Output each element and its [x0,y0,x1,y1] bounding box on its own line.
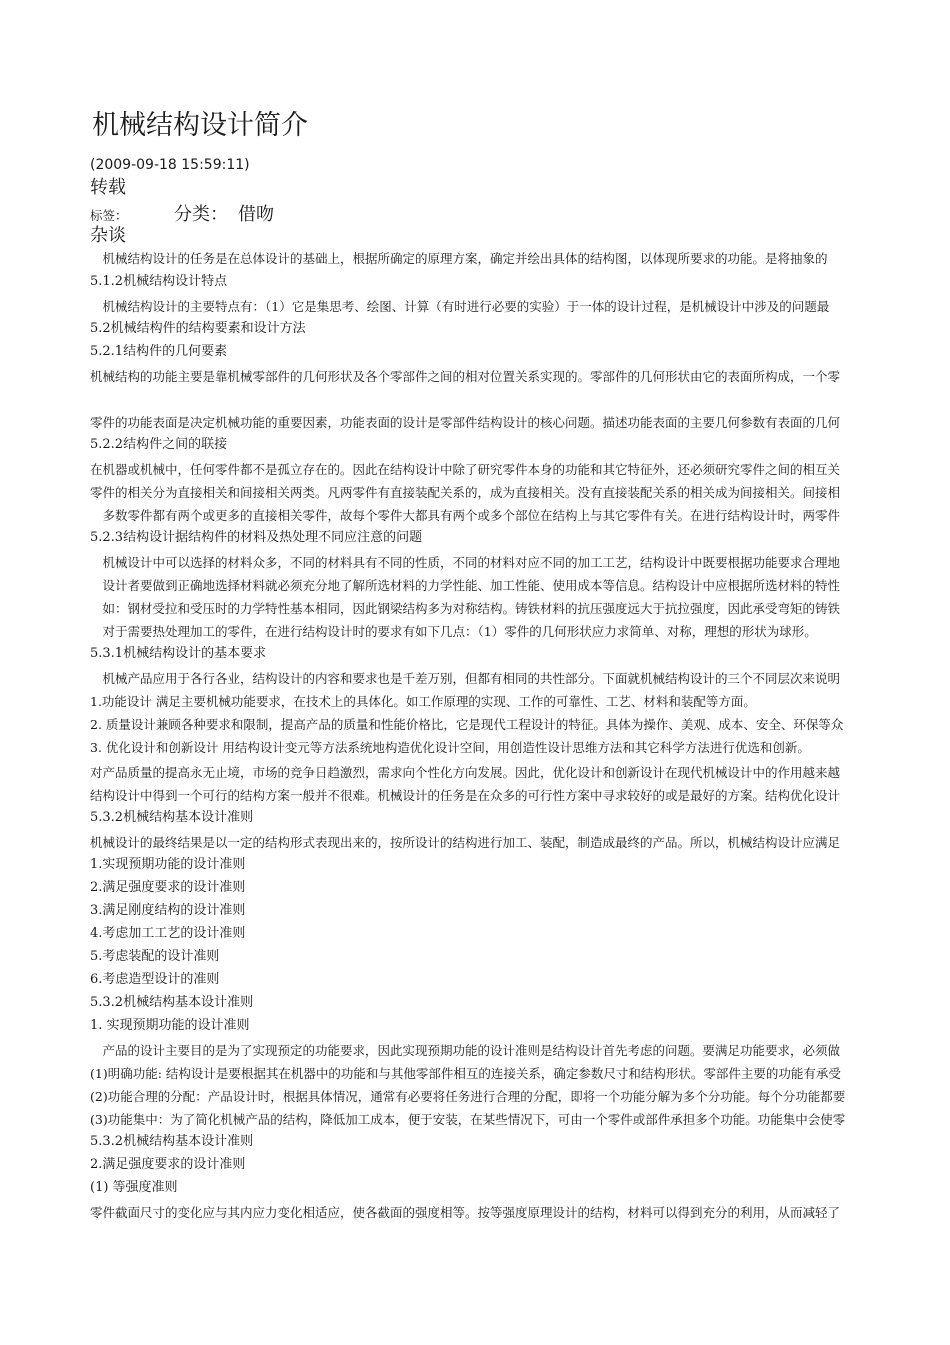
text-line: 2. 质量设计兼顾各种要求和限制，提高产品的质量和性能价格比，它是现代工程设计的特征。具体为操作、美观、成本、安全、环保等众 [90,717,844,732]
section-heading: 5.2机械结构件的结构要素和设计方法 [90,321,306,336]
list-item: 6.考虑造型设计的准则 [90,972,220,987]
section-heading: 1. 实现预期功能的设计准则 [90,1018,250,1033]
list-item: 5.考虑装配的设计准则 [90,949,220,964]
list-item: 2.满足强度要求的设计准则 [90,880,246,895]
text-line: (3)功能集中：为了简化机械产品的结构，降低加工成本，便于安装，在某些情况下，可由一个零件或部件承担多个功能。功能集中会使零 [90,1112,846,1127]
section-heading: 5.2.2结构件之间的联接 [90,437,228,452]
section-heading: 5.3.2机械结构基本设计准则 [90,995,254,1010]
list-item: 1.实现预期功能的设计准则 [90,857,246,872]
text-line: 零件截面尺寸的变化应与其内应力变化相适应，使各截面的强度相等。按等强度原理设计的结构，材料可以得到充分的利用，从而减轻了 [90,1205,841,1220]
text-line: 机械结构设计的主要特点有：（1）它是集思考、绘图、计算（有时进行必要的实验）于一体的设计过程，是机械设计中涉及的问题最 [90,299,830,314]
tag-category-line [90,200,274,226]
section-heading: 5.3.2机械结构基本设计准则 [90,810,254,825]
text-line: 设计者要做到正确地选择材料就必须充分地了解所选材料的力学性能、加工性能、使用成本等信息。结构设计中应根据所选材料的特性 [90,578,841,593]
text-line: 机械结构设计的任务是在总体设计的基础上，根据所确定的原理方案，确定并绘出具体的结构图，以体现所要求的功能。是将抽象的 [90,251,828,266]
text-line: 机械结构的功能主要是靠机械零部件的几何形状及各个零部件之间的相对位置关系实现的。零部件的几何形状由它的表面所构成，一个零 [90,369,841,384]
tags-label: 标签： [90,208,128,223]
text-line: (1)明确功能: 结构设计是要根据其在机器中的功能和与其他零部件相互的连接关系，确定参数尺寸和结构形状。零部件主要的功能有承受 [90,1066,841,1081]
section-heading: 5.3.2机械结构基本设计准则 [90,1134,254,1149]
text-line: 对于需要热处理加工的零件，在进行结构设计时的要求有如下几点：（1）零件的几何形状应力求简单、对称，理想的形状为球形。 [90,624,817,639]
section-heading: 5.1.2机械结构设计特点 [90,274,228,289]
text-line: 如：钢材受拉和受压时的力学特性基本相同，因此钢梁结构多为对称结构。铸铁材料的抗压强度远大于抗拉强度，因此承受弯矩的铸铁 [90,601,841,616]
text-line: 零件的相关分为直接相关和间接相关两类。凡两零件有直接装配关系的，成为直接相关。没有直接装配关系的相关成为间接相关。间接相 [90,485,841,500]
text-line: 多数零件都有两个或更多的直接相关零件，故每个零件大都具有两个或多个部位在结构上与其它零件有关。在进行结构设计时，两零件 [90,508,841,523]
section-heading: 5.3.1机械结构设计的基本要求 [90,646,267,661]
category-value[interactable]: 借吻 [238,204,274,225]
post-date: (2009-09-18 15:59:11) [90,157,250,173]
text-line: 3. 优化设计和创新设计 用结构设计变元等方法系统地构造优化设计空间，用创造性设计思维方法和其它科学方法进行优选和创新。 [90,740,810,755]
text-line: 对产品质量的提高永无止境，市场的竞争日趋激烈，需求向个性化方向发展。因此，优化设计和创新设计在现代机械设计中的作用越来越 [90,765,841,780]
list-item: 3.满足刚度结构的设计准则 [90,903,246,918]
text-line: 在机器或机械中，任何零件都不是孤立存在的。因此在结构设计中除了研究零件本身的功能和其它特征外，还必须研究零件之间的相互关 [90,462,841,477]
reprint-label: 转载 [90,177,126,198]
section-heading: (1) 等强度准则 [90,1180,178,1195]
text-line: 结构设计中得到一个可行的结构方案一般并不很难。机械设计的任务是在众多的可行性方案中寻求较好的或是最好的方案。结构优化设计 [90,788,841,803]
text-line: 机械设计的最终结果是以一定的结构形式表现出来的，按所设计的结构进行加工、装配，制造成最终的产品。所以，机械结构设计应满足 [90,835,841,850]
text-line: 机械设计中可以选择的材料众多，不同的材料具有不同的性质，不同的材料对应不同的加工工艺，结构设计中既要根据功能要求合理地 [90,555,841,570]
text-line: 产品的设计主要目的是为了实现预定的功能要求，因此实现预期功能的设计准则是结构设计首先考虑的问题。要满足功能要求，必须做 [90,1043,841,1058]
list-item: 4.考虑加工工艺的设计准则 [90,926,246,941]
section-heading: 2.满足强度要求的设计准则 [90,1157,246,1172]
section-heading: 5.2.1结构件的几何要素 [90,344,228,359]
section-heading: 5.2.3结构设计据结构件的材料及热处理不同应注意的问题 [90,530,423,545]
category-label: 分类： [174,204,228,225]
text-line: 机械产品应用于各行各业，结构设计的内容和要求也是千差万别，但都有相同的共性部分。下面就机械结构设计的三个不同层次来说明 [90,671,841,686]
text-line: (2)功能合理的分配：产品设计时，根据具体情况，通常有必要将任务进行合理的分配，即将一个功能分解为多个分功能。每个分功能都要 [90,1089,846,1104]
page-title: 机械结构设计简介 [92,110,308,141]
text-line: 零件的功能表面是决定机械功能的重要因素，功能表面的设计是零部件结构设计的核心问题。描述功能表面的主要几何参数有表面的几何 [90,415,841,430]
text-line: 1.功能设计 满足主要机械功能要求，在技术上的具体化。如工作原理的实现、工作的可靠性、工艺、材料和装配等方面。 [90,694,756,709]
category-value-2[interactable]: 杂谈 [90,225,126,246]
